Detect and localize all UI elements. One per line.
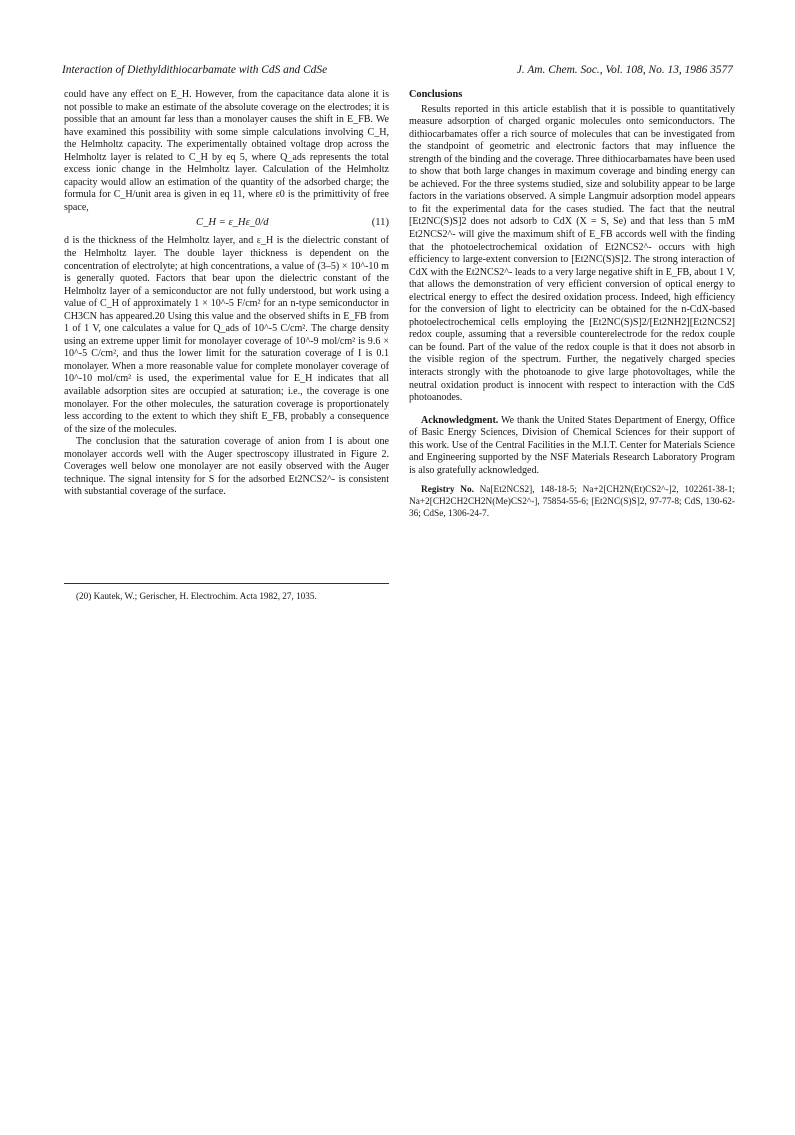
body-paragraph-1: could have any effect on E_H. However, from the capacitance data alone it is not possible to make an estimate of the absolute coverage on the electrodes; it is possible that an amount far less than a monolayer causes the shift in E_FB. We have examined this possibility with some simple calculations involving C_H, the Helmholtz capacity. The experimentally obtained voltage drop across the Helmholtz layer is related to C_H by eq 5, where Q_ads represents the total excess ionic change in the Helmholtz layer. Calculation of the Helmholtz capacity would allow an estimation of the quantity of the adsorbed charge; the formula for C_H/unit area is given in eq 11, where ε0 is the primittivity of free space, — [64, 89, 389, 213]
registry-label: Registry No. — [421, 485, 474, 496]
equation-11 — [64, 216, 389, 232]
registry-text: Na[Et2NCS2], 148-18-5; Na+2[CH2N(Et)CS2^-]2, 102261-38-1; Na+2[CH2CH2CH2N(Me)CS2^-], 75854-55-6; [Et2NC(S)S]2, 97-77-8; CdS, 130-62-36; CdSe, 1306-24-7. — [409, 485, 735, 520]
acknowledgment-text: We thank the United States Department of Energy, Office of Basic Energy Sciences, Division of Chemical Sciences for their support of this work. Use of the Central Facilities in the M.I.T. Center for Materials Science and Engineering supported by the NSF Materials Research Laboratory Program is also gratefully acknowledged. — [409, 414, 735, 476]
body-paragraph-3: The conclusion that the saturation coverage of anion from I is about one monolayer accords well with the Auger spectroscopy illustrated in Figure 2. Coverages well below one monolayer are not easily observed with the Auger technique. The signal intensity for S for the adsorbed Et2NCS2^- is consistent with substantial coverage of the surface. — [64, 436, 389, 498]
running-title: Interaction of Diethyldithiocarbamate with CdS and CdSe — [62, 64, 328, 76]
acknowledgment-label: Acknowledgment. — [421, 414, 499, 426]
journal-citation: J. Am. Chem. Soc., Vol. 108, No. 13, 1986 3577 — [516, 64, 733, 76]
body-paragraph-2: d is the thickness of the Helmholtz layer, and ε_H is the dielectric constant of the Helmholtz layer. The double layer thickness is dependent on the concentration of electrolyte; at high concentrations, a value of (3–5) × 10^-10 m is generally quoted. Factors that bear upon the dielectric constant of the Helmholtz layer of a semiconductor are not fully understood, but work using a value of C_H of approximately 1 × 10^-5 F/cm² for an n-type semiconductor in CH3CN has appeared.20 Using this value and the observed shifts in E_FB from 1 of 1 V, one calculates a value for Q_ads of 10^-5 C/cm². The charge density using an extreme upper limit for monolayer coverage of 10^-9 mol/cm² is 9.6 × 10^-5 C/cm², and thus the lower limit for the saturation coverage of I is 0.1 monolayer. When a more reasonable value for complete monolayer coverage of 10^-10 mol/cm² is used, the experimental value for E_H indicates that all available adsorption sites are occupied at saturation; i.e., the coverage is one monolayer. For the other molecules, the saturation coverage is proportionately less according to the extent to which they shift E_FB, probably a consequence of the size of the molecules. — [64, 235, 389, 435]
left-column — [64, 89, 389, 499]
acknowledgment-paragraph — [409, 415, 735, 478]
section-heading-conclusions: Conclusions — [409, 89, 463, 100]
footnote-20: (20) Kautek, W.; Gerischer, H. Electrochim. Acta 1982, 27, 1035. — [76, 591, 317, 601]
registry-paragraph — [409, 485, 735, 521]
equation-formula: C_H = ε_Hε_0/d — [196, 217, 269, 229]
equation-number: (11) — [371, 217, 389, 229]
right-column — [409, 89, 735, 521]
footnote — [64, 591, 389, 603]
running-header — [62, 64, 733, 82]
footnote-rule — [64, 583, 389, 584]
conclusions-paragraph: Results reported in this article establish that it is possible to quantitatively measure adsorption of charged organic molecules onto semiconductors. The dithiocarbamates offer a rich source of molecules that can be investigated from the standpoint of geometric and electronic factors that may influence the strength of the binding and the coverage. Three dithiocarbamates have been used to show that both large changes in maximum coverage and binding energy can be achieved. For the three systems studied, size and solubility appear to be large factors in the variations observed. A simple Langmuir adsorption model appears to fit the experimental data for the cases studied. The fact that the neutral [Et2NC(S)S]2 does not adsorb to CdX (X = S, Se) and that less than 5 mM Et2NCS2^- will give the maximum shift of E_FB accords well with the finding that the photoelectrochemical oxidation of Et2NCS2^- occurs with high efficiency to large-extent conversion to [Et2NC(S)S]2. The strong interaction of CdX with the Et2NCS2^- leads to a very large negative shift in E_FB, about 1 V, that allows the demonstration of very efficient conversion of optical energy to electrical energy to effect the desired oxidation process. Indeed, high efficiency for the conversion of light to electricity can be obtained for the n-CdX-based photoelectrochemical cells employing the [Et2NC(S)S]2/[Et2NH2][Et2NCS2] redox couple, assuming that a reversible counterelectrode for the redox couple can be found. Part of the value of the redox couple is that it does not absorb in the visible region of the spectrum. Further, the negatively charged species interacts strongly with the photoanode to give large photovoltages, while the neutral oxidation product is innocent with respect to interaction with the CdS photoanodes. — [409, 103, 735, 404]
